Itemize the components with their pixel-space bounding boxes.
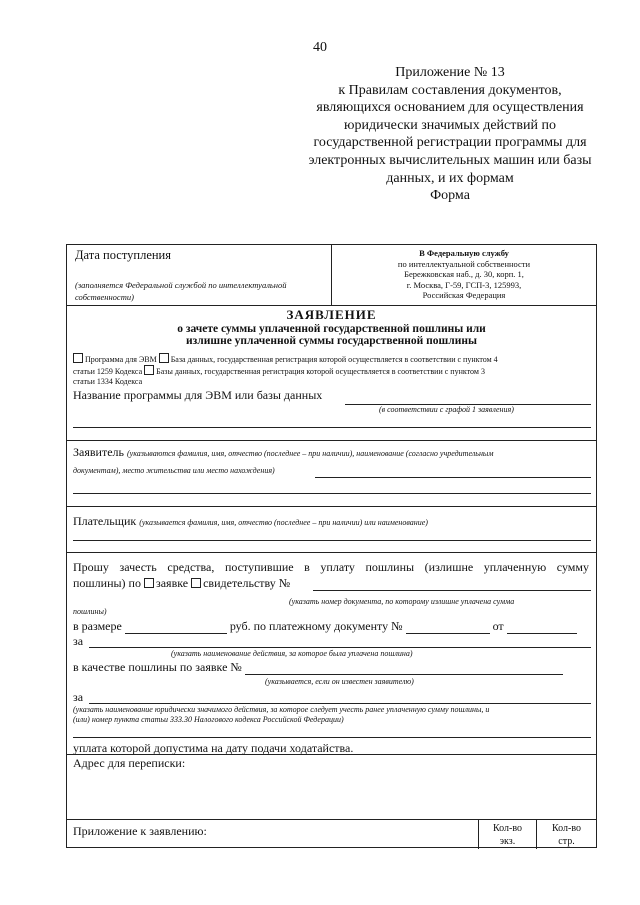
for-label: за — [73, 634, 84, 648]
application-form — [66, 244, 597, 848]
amount-label: в размере — [73, 619, 122, 633]
section-divider — [67, 440, 596, 441]
applicant-row — [73, 445, 493, 460]
copies-unit: экз. — [499, 836, 516, 847]
addressee-line: В Федеральную службу — [419, 248, 509, 258]
applicant-label: Заявитель — [73, 445, 124, 459]
option-database-1259-cont: статьи 1259 Кодекса — [73, 367, 143, 376]
options-row-2 — [73, 365, 485, 376]
applicant-line-2[interactable] — [73, 493, 591, 494]
appendix-line: данных, и их формам — [386, 170, 514, 186]
amount-row — [73, 619, 577, 634]
appendix-line: государственной регистрации программы для — [313, 135, 587, 151]
as-fee-label: в качестве пошлины по заявке № — [73, 660, 242, 674]
as-fee-note: (указывается, если он известен заявителю) — [265, 677, 414, 686]
as-fee-input[interactable] — [245, 674, 563, 675]
appendix-line: юридически значимых действий по — [344, 117, 556, 133]
document-note-2: пошлины) — [73, 607, 107, 616]
program-name-label: Название программы для ЭВМ или базы данных — [73, 388, 323, 402]
checkbox-certificate[interactable] — [191, 578, 201, 588]
option-database-1259-label: База данных, государственная регистрация которой осуществляется в соответствии с пунктом 4 — [170, 355, 498, 364]
form-title — [67, 307, 596, 347]
option-program-label: Программа для ЭВМ — [85, 355, 157, 364]
appendix-line: к Правилам составления документов, — [338, 82, 562, 98]
received-date-box[interactable] — [67, 245, 332, 305]
request-line-1: Прошу зачесть средства, поступившие в уплату пошлины (излишне уплаченную сумму — [73, 560, 589, 574]
program-name-line-2[interactable] — [73, 427, 591, 428]
appendix-header — [290, 64, 610, 205]
received-date-label: Дата поступления — [75, 248, 171, 262]
request-by-label: пошлины) по — [73, 576, 141, 590]
checkbox-program[interactable] — [73, 353, 83, 363]
credit-note: (указать наименование юридически значимого действия, за которое следует учесть ранее уплаченную сумму пошлины, и — [73, 705, 490, 714]
copies-column — [478, 820, 536, 849]
as-fee-row — [73, 660, 563, 675]
date-from-input[interactable] — [507, 633, 577, 634]
title-sub: о зачете суммы уплаченной государственной пошлины или — [177, 323, 486, 335]
addressee-line: по интеллектуальной собственности — [397, 258, 531, 269]
payer-line[interactable] — [73, 540, 591, 541]
section-divider — [67, 754, 596, 755]
applicant-note: (указываются фамилия, имя, отчество (последнее – при наличии), наименование (согласно учредительным — [126, 449, 494, 458]
addressee-block — [332, 248, 596, 301]
form-label: Форма — [430, 188, 470, 204]
section-divider — [67, 552, 596, 553]
attachments-row — [67, 819, 596, 849]
section-divider — [67, 506, 596, 507]
date-from-label: от — [492, 619, 504, 633]
form-header — [67, 245, 596, 306]
payer-label: Плательщик — [73, 514, 137, 528]
option-database-1334-cont: статьи 1334 Кодекса — [73, 377, 143, 386]
addressee-line: Бережковская наб., д. 30, корп. 1, — [404, 269, 524, 279]
for-label-2: за — [73, 690, 84, 704]
appendix-line: электронных вычислительных машин или базы — [308, 152, 592, 168]
request-line-2 — [73, 576, 290, 591]
addressee-line: г. Москва, Г-59, ГСП-3, 125993, — [406, 279, 522, 290]
payer-note: (указывается фамилия, имя, отчество (последнее – при наличии) или наименование) — [139, 518, 428, 527]
certificate-label: свидетельству № — [203, 576, 291, 590]
appendix-line: являющихся основанием для осуществления — [316, 100, 584, 116]
title-main: ЗАЯВЛЕНИЕ — [286, 307, 377, 322]
payment-document-input[interactable] — [406, 633, 490, 634]
title-sub: излишне уплаченной суммы государственной пошлины — [186, 335, 477, 347]
payer-row — [73, 514, 428, 529]
attachments-label: Приложение к заявлению: — [73, 824, 207, 838]
certificate-number-line[interactable] — [313, 590, 591, 591]
document-note: (указать номер документа, по которому излишне уплачена сумма — [289, 597, 515, 606]
credit-note-2: (или) номер пункта статьи 333.30 Налогового кодекса Российской Федерации) — [73, 715, 344, 724]
action-note: (указать наименование действия, за которое была уплачена пошлина) — [171, 649, 413, 658]
admissible-text: уплата которой допустима на дату подачи ходатайства. — [73, 741, 354, 755]
page-number: 40 — [313, 40, 327, 55]
checkbox-application[interactable] — [144, 578, 154, 588]
credit-line-2[interactable] — [73, 737, 591, 738]
amount-input[interactable] — [125, 633, 227, 634]
application-label: заявке — [155, 576, 189, 590]
addressee-line: Российская Федерация — [422, 290, 506, 300]
applicant-note-2: документам), место жительства или место нахождения) — [73, 466, 275, 475]
received-note-line: (заполняется Федеральной службой по интеллектуальной — [75, 280, 287, 290]
address-label: Адрес для переписки: — [73, 756, 186, 770]
program-name-note: (в соответствии с графой 1 заявления) — [379, 405, 514, 414]
received-date-note — [75, 279, 287, 303]
pages-unit: стр. — [558, 836, 575, 847]
checkbox-database-1334[interactable] — [144, 365, 154, 375]
appendix-line: Приложение № 13 — [395, 65, 505, 80]
action-line[interactable] — [89, 647, 591, 648]
copies-label: Кол-во — [492, 823, 522, 834]
pages-label: Кол-во — [551, 823, 581, 834]
applicant-line[interactable] — [315, 477, 591, 478]
received-note-line: собственности) — [75, 292, 134, 302]
option-database-1334-label: Базы данных, государственная регистрация которой осуществляется в соответствии с пунктом 3 — [156, 367, 485, 376]
pages-column — [536, 820, 596, 849]
options-row-1 — [73, 353, 498, 364]
payment-document-label: руб. по платежному документу № — [229, 619, 403, 633]
credit-action-line[interactable] — [89, 703, 591, 704]
checkbox-database-1259[interactable] — [159, 353, 169, 363]
